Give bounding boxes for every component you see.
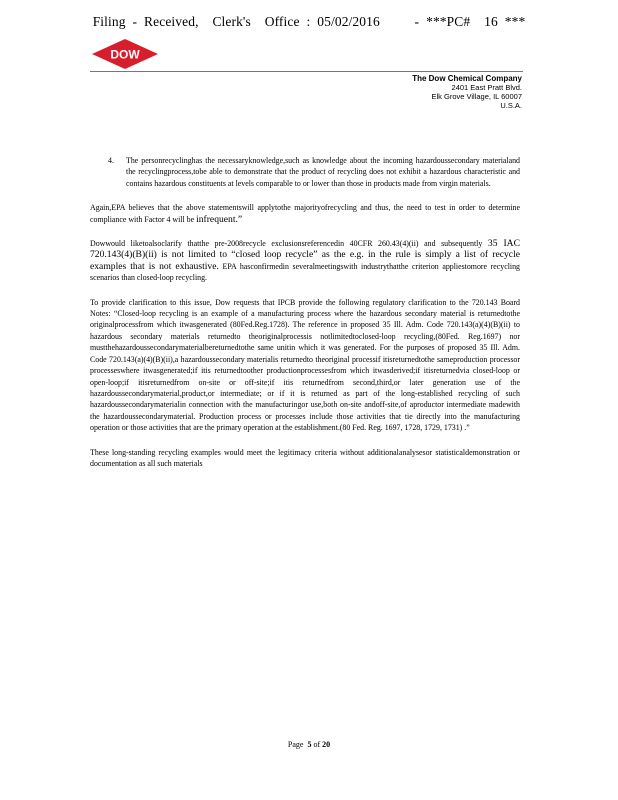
footer-page-label: Page <box>287 740 304 749</box>
paragraph-clarification-request: To provide clarification to this issue, Dow requests that IPCB provide the following regulatory clarification to the 720.143 Board Notes: “Closed-loop recycling is an example of a manufacturing process where the hazardous secondary material is returnedtothe originalprocessfrom which itwasgenerated (80Fed.Reg.1728). The reference in proposed 35 Ill. Adm. Code 720.143(a)(4)(B)(ii) to hazardous secondary materials returnedto theoriginalprocessis notlimitedtoclosed-loop recycling,(80Fed. Reg.1697) nor mustthehazardoussecondarymaterialbereturnedtothe same unitin which it was generated. For the purposes of proposed 35 Ill. Adm. Code 720.143(a)(4)(B)(ii),a hazardoussecondary materialis returnedto theoriginal processif itisreturnedtothe sameproduction processor processeswhere itwasgenerated;if itis returnedtoother productionprocessesfrom which itwasderived;if itisreturnedvia closed-loop or open-loop;if itisreturnedfrom on-site or off-site;if itis returnedfrom second,third,or later generation use of the hazardoussecondarymaterial,product,or intermediate; or if it is returned as part of the long-established recycling of such hazardoussecondarymaterialin connection with the manufacturingor use,both on-site andoff-site,of aproductor intermediate madewith the hazardoussecondarymaterial. Production process or processes include those activities that tie directly into the manufacturing operation or those activities that are the primary operation at the establishment.(80 Fed. Reg. 1697, 1728, 1729, 1731) .” <box>90 297 520 433</box>
address-line-2: Elk Grove Village, IL 60007 <box>431 92 522 101</box>
paragraph-dow-text-a: Dowwould liketoalsoclarify thatthe pre-2008recycle exclusionsreferencedin 40CFR 260.43(4)(ii) and subsequently <box>90 239 483 249</box>
paragraph-epa-believes <box>90 202 520 225</box>
letter-body <box>90 155 520 482</box>
filing-header-text: Filing - Received, Clerk's Office : 05/02/2016 - ***PC# 16 *** <box>92 14 526 29</box>
paragraph-epa-end: infrequent.” <box>196 213 243 225</box>
list-item-number: 4. <box>108 156 114 165</box>
footer-of-label: of <box>313 740 321 749</box>
paragraph-dow-clarify <box>90 238 520 284</box>
company-address <box>412 74 522 110</box>
paragraph-dow-text-b: 35 IAC 720.143(4)(B)(ii) is not limited to “closed loop recycle” as the e.g. in the rule is simply a list of recycle examples that is not exhaustive. <box>90 238 521 272</box>
dow-logo <box>90 38 160 70</box>
company-name: The Dow Chemical Company <box>412 74 522 83</box>
page-footer <box>0 740 618 749</box>
dow-diamond-icon <box>90 38 160 70</box>
address-country: U.S.A. <box>500 101 522 110</box>
paragraph-long-standing: These long-standing recycling examples would meet the legitimacy criteria without additionalanalysesor statisticaldemonstration or documentation as all such materials <box>90 447 520 468</box>
footer-page-number: 5 <box>307 740 312 749</box>
filing-header <box>0 14 618 30</box>
header-rule <box>90 71 523 72</box>
address-line-1: 2401 East Pratt Blvd. <box>451 83 522 92</box>
list-item-4 <box>90 155 520 189</box>
paragraph-epa-text: Again,EPA believes that the above statementswill applytothe majorityofrecycling and thus, the need to test in order to determine compliance with Factor 4 will be <box>90 203 520 224</box>
paragraph-dow-text-c: EPA hasconfirmedin severalmeetingswith industrythatthe criterion appliestomore recycling scenarios than closed-loop recycling. <box>90 261 520 283</box>
footer-page-total: 20 <box>322 740 331 749</box>
list-item-text: The personrecyclinghas the necessaryknowledge,such as knowledge about the incoming hazardoussecondary materialand the recyclingprocess,tobe able to demonstrate that the product of recycling does not exhibit a hazardous characteristic and contains hazardous constituents at levels comparable to or lower than those in products made from virgin materials. <box>126 156 520 188</box>
logo-text: DOW <box>110 47 140 62</box>
